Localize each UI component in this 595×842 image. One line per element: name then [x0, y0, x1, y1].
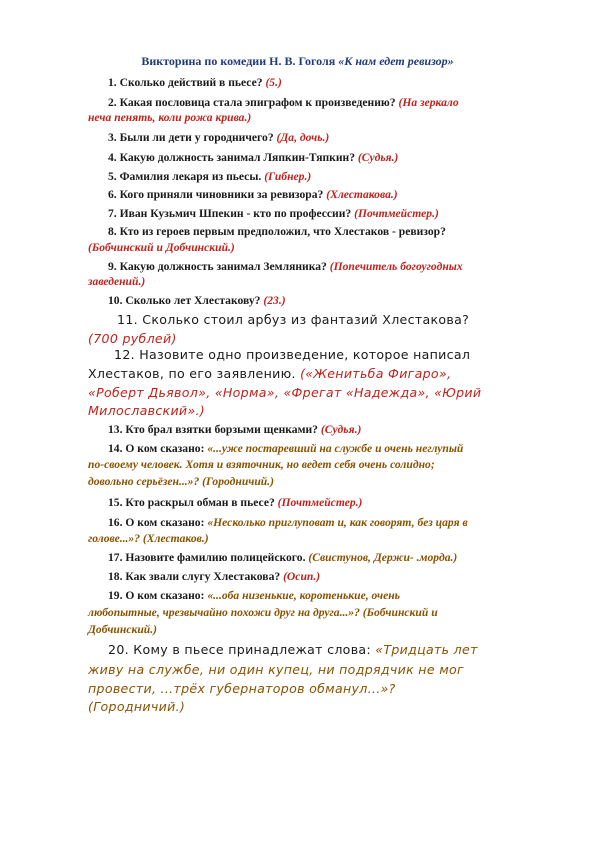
answer-text: (Судья.) — [320, 423, 362, 436]
question-12-line3 — [88, 383, 481, 402]
question-text: 6. Кого приняли чиновники за ревизора? — [108, 188, 327, 201]
question-18 — [108, 569, 320, 584]
answer-text: «Тридцать лет — [375, 642, 478, 657]
question-16 — [108, 515, 468, 530]
question-text: 13. Кто брал взятки борзыми щенками? — [108, 423, 321, 436]
answer-text: (Хлестакова.) — [326, 188, 398, 201]
answer-text: (Да, дочь.) — [276, 131, 330, 144]
question-text: 9. Какую должность занимал Земляника? — [108, 260, 330, 273]
answer-text: «...оба низенькие, коротенькие, очень — [207, 589, 400, 602]
question-text: 2. Какая пословица стала эпиграфом к произведению? — [108, 96, 399, 109]
answer-text: голове...»? (Хлестаков.) — [88, 532, 209, 545]
question-4 — [108, 150, 398, 165]
question-2-cont — [88, 110, 251, 125]
answer-text: (На зеркало — [398, 96, 459, 109]
question-19-line3 — [88, 622, 157, 637]
question-text: 17. Назовите фамилию полицейского. — [108, 551, 309, 564]
question-12-line4 — [88, 401, 205, 420]
question-13 — [108, 422, 361, 437]
question-6 — [108, 187, 398, 202]
answer-text: (Осип.) — [283, 570, 321, 583]
question-text: 4. Какую должность занимал Ляпкин-Тяпкин? — [108, 151, 358, 164]
answer-text: Добчинский.) — [88, 623, 157, 636]
question-text: 5. Фамилия лекаря из пьесы. — [108, 170, 265, 183]
question-text: 3. Были ли дети у городничего? — [108, 131, 277, 144]
question-9 — [108, 259, 463, 274]
answer-text: (23.) — [263, 294, 286, 307]
question-text: 11. Сколько стоил арбуз из фантазий Хлестакова? — [117, 312, 470, 327]
question-text: 14. О ком сказано: — [108, 442, 208, 455]
answer-text: довольно серьёзен...»? (Городничий.) — [88, 475, 275, 488]
question-20 — [108, 640, 478, 659]
question-14 — [108, 441, 463, 456]
question-20-line2 — [88, 660, 464, 679]
question-15 — [108, 495, 362, 510]
question-12-line2 — [88, 364, 451, 383]
answer-text: по-своему человек. Хотя и взяточник, но ведет себя очень солидно; — [88, 458, 435, 471]
question-text: 8. Кто из героев первым предположил, что Хлестаков - ревизор? — [108, 225, 446, 238]
answer-text: (Почтмейстер.) — [277, 496, 363, 509]
answer-text: (Бобчинский и Добчинский.) — [88, 241, 235, 254]
question-10 — [108, 293, 286, 308]
question-14-line2 — [88, 457, 435, 472]
question-5 — [108, 169, 311, 184]
answer-text: (Почтмейстер.) — [354, 207, 439, 220]
question-text: 20. Кому в пьесе принадлежат слова: — [108, 642, 376, 657]
question-1 — [108, 75, 282, 90]
question-text: 10. Сколько лет Хлестакову? — [108, 294, 264, 307]
answer-text: провести, ...трёх губернаторов обманул...»? — [88, 681, 396, 696]
question-8 — [108, 224, 446, 239]
answer-text: (5.) — [265, 76, 282, 89]
answer-text: (700 рублей) — [88, 331, 177, 346]
title-main: Викторина по комедии Н. В. Гоголя — [141, 54, 339, 68]
answer-text: неча пенять, коли рожа крива.) — [88, 111, 252, 124]
question-text: Хлестаков, по его заявлению. — [88, 366, 301, 381]
answer-text: (Попечитель богоугодных — [329, 260, 463, 273]
question-9-cont — [88, 274, 145, 289]
question-text: 16. О ком сказано: — [108, 516, 208, 529]
answer-text: «Роберт Дьявол», «Норма», «Фрегат «Надежда», «Юрий — [88, 385, 482, 400]
answer-text: (Свистунов, Держи- .морда.) — [308, 551, 458, 564]
document-title — [0, 54, 595, 69]
answer-text: (Городничий.) — [88, 699, 186, 714]
question-14-line3 — [88, 474, 274, 489]
question-text: 18. Как звали слугу Хлестакова? — [108, 570, 284, 583]
answer-text: любопытные, чрезвычайно похожи друг на друга...»? (Бобчинский и — [88, 606, 438, 619]
question-11 — [117, 310, 469, 329]
question-20-line3 — [88, 679, 396, 698]
question-20-line4 — [88, 697, 185, 716]
answer-text: (Судья.) — [357, 151, 399, 164]
question-2 — [108, 95, 459, 110]
answer-text: живу на службе, ни один купец, ни подрядчик не мог — [88, 662, 464, 677]
question-text: 19. О ком сказано: — [108, 589, 208, 602]
answer-text: заведений.) — [88, 275, 146, 288]
question-12 — [114, 345, 470, 364]
question-text: 15. Кто раскрыл обман в пьесе? — [108, 496, 278, 509]
question-text: 12. Назовите одно произведение, которое написал — [114, 347, 471, 362]
title-play-name: «К нам едет ревизор» — [338, 54, 454, 68]
question-text: 7. Иван Кузьмич Шпекин - кто по профессии? — [108, 207, 355, 220]
question-19 — [108, 588, 400, 603]
question-17 — [108, 550, 457, 565]
question-3 — [108, 130, 329, 145]
answer-text: Милославский».) — [88, 403, 206, 418]
answer-text: «...уже постаревший на службе и очень неглупый — [207, 442, 464, 455]
question-8-cont — [88, 240, 235, 255]
question-7 — [108, 206, 439, 221]
question-text: 1. Сколько действий в пьесе? — [108, 76, 266, 89]
answer-text: («Женитьба Фигаро», — [300, 366, 452, 381]
answer-text: «Несколько приглуповат и, как говорят, без царя в — [207, 516, 468, 529]
question-16-line2 — [88, 531, 209, 546]
question-19-line2 — [88, 605, 438, 620]
answer-text: (Гибнер.) — [264, 170, 312, 183]
